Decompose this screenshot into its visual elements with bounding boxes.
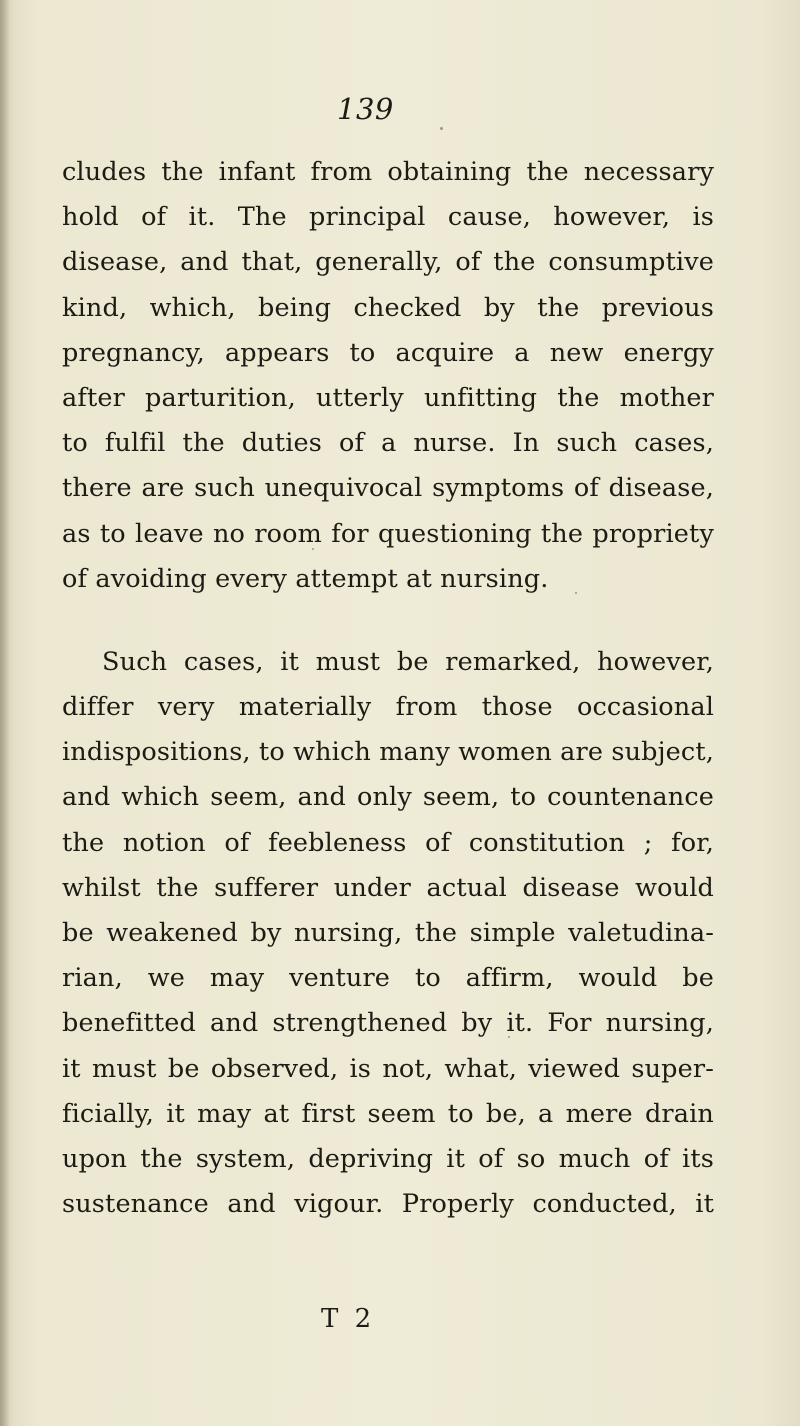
text-line: hold of it. The principal cause, however, is bbox=[62, 202, 714, 233]
text-line: cludes the infant from obtaining the necessary bbox=[62, 157, 714, 187]
paragraph bbox=[62, 150, 714, 602]
page-number: 139 bbox=[337, 92, 394, 126]
paper-speck bbox=[440, 127, 443, 130]
text-line: it must be observed, is not, what, viewed super- bbox=[62, 1053, 714, 1084]
text-line: disease, and that, generally, of the consumptive bbox=[62, 247, 714, 278]
text-line: after parturition, utterly unfitting the mother bbox=[62, 382, 714, 413]
text-line: rian, we may venture to affirm, would be bbox=[62, 963, 714, 994]
body-text bbox=[62, 150, 714, 1227]
text-line: pregnancy, appears to acquire a new energy bbox=[62, 337, 714, 368]
text-line: whilst the sufferer under actual disease would bbox=[62, 872, 714, 903]
text-line: ficially, it may at first seem to be, a mere drain bbox=[62, 1098, 714, 1129]
text-line: as to leave no room for questioning the propriety bbox=[62, 518, 714, 549]
text-line: the notion of feebleness of constitution ; for, bbox=[62, 827, 714, 858]
text-line: sustenance and vigour. Properly conducted, it bbox=[62, 1189, 714, 1220]
text-line: of avoiding every attempt at nursing. bbox=[62, 563, 549, 594]
text-line: there are such unequivocal symptoms of disease, bbox=[62, 473, 714, 504]
text-line: and which seem, and only seem, to countenance bbox=[62, 782, 714, 813]
text-line: be weakened by nursing, the simple valetudina- bbox=[62, 918, 714, 948]
page-gutter-shadow bbox=[0, 0, 10, 1426]
text-line: Such cases, it must be remarked, however, bbox=[102, 646, 714, 677]
text-line: benefitted and strengthened by it. For nursing, bbox=[62, 1008, 714, 1039]
paragraph bbox=[62, 640, 714, 1227]
text-line: kind, which, being checked by the previous bbox=[62, 292, 714, 323]
text-line: to fulfil the duties of a nurse. In such cases, bbox=[62, 428, 714, 459]
signature-mark: T 2 bbox=[321, 1304, 376, 1334]
paper-speck bbox=[575, 592, 577, 594]
text-line: upon the system, depriving it of so much of its bbox=[62, 1143, 714, 1174]
paper-speck bbox=[508, 1036, 510, 1038]
text-line: indispositions, to which many women are subject, bbox=[62, 737, 715, 768]
paragraph-gap bbox=[62, 602, 714, 640]
text-line: differ very materially from those occasional bbox=[62, 692, 714, 723]
paper-speck bbox=[312, 548, 314, 550]
